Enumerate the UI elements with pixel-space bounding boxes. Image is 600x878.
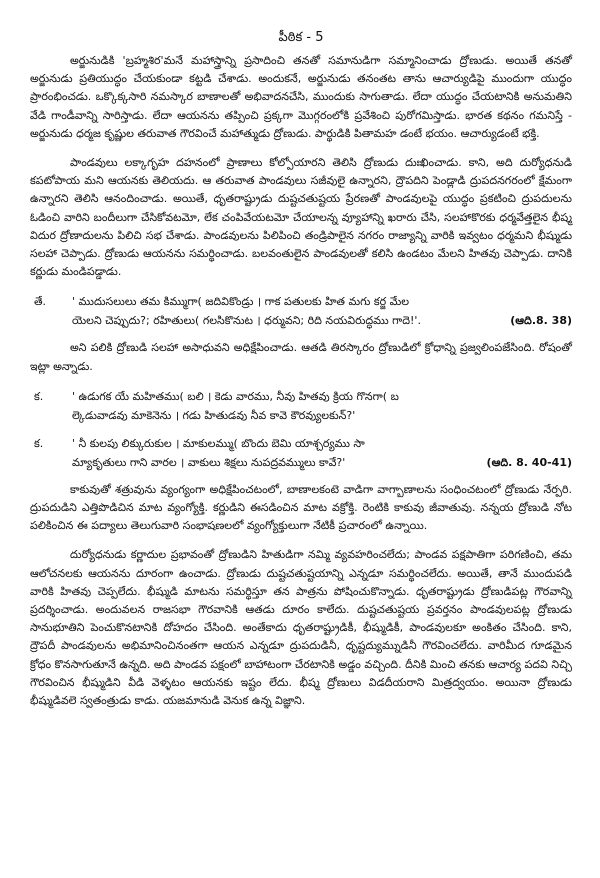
verse-1 — [30, 292, 572, 330]
verse-line — [72, 406, 572, 425]
paragraph-2: పాండవులు లక్కాగృహ దహనంలో ప్రాణాలు కోల్పోయారని తెలిసి ద్రోణుడు దుఃఖించాడు. కాని, అది దుర్యోధనుడి కపటోపాయ మని ఆయనకు తెలియదు. ఆ తరువాత పాండవులు సజీవులై ఉన్నారని, ద్రౌపదిని పెండ్లాడి ద్రుపదనగరంలో క్షేమంగా ఉన్నారని తెలిసి ఆనందించాడు. అయితే, ధృతరాష్ట్రుడు దుష్టచతుష్టయ ప్రేరణతో పాండవులపై యుద్ధం ప్రకటించి ద్రుపదులను ఓడించి వారిని బందీలుగా చేసికోవటమో, లేక చంపివేయటమో చేయాలన్న వ్యూహాన్ని ఖరారు చేసి, సలహాకొరకు ధర్మవేత్తలైన భీష్మ విదుర ద్రోణాదులను పిలిచి సభ చేశాడు. పాండవులను పిలిపించి తండ్రిపాలైన నగరం రాజ్యాన్ని వారికి ఇవ్వటం ధర్మమని భీష్ముడు సలహా చెప్పాడు. ద్రోణుడు ఆయనను సమర్థించాడు. బలవంతులైన పాండవులతో కలిసి ఉండటం మేలని హితవు చెప్పాడు. దానికి కర్ణుడు మండిపడ్డాడు. — [30, 156, 572, 279]
verse-meter: తే. — [34, 295, 47, 309]
verse-line-text: ' ముదుసలులు తమ కిమ్ముగా( జదివికొండ్రు । గాక పతులకు హిత మగు కర్జ మేల — [72, 295, 410, 309]
verse-3 — [30, 434, 572, 472]
paragraph-5: దుర్యోధనుడు కర్ణాదుల ప్రభావంతో ద్రోణుడిని హితుడిగా నమ్మి వ్యవహరించలేదు; పాండవ పక్షపాతిగా పరిగణించి, తమ ఆలోచనలకు ఆయనను దూరంగా ఉంచాడు. ద్రోణుడు దుష్టచతుష్టయాన్ని ఎన్నడూ సమర్థించలేదు. అయితే, తానే ముందుపడి వారికి హితవు చెప్పలేదు. భీష్ముడి మాటను సమర్థిస్తూ తన పాత్రను పోషించుకొన్నాడు. ధృతరాష్ట్రుడు ద్రోణుడిపట్ల గౌరవాన్ని ప్రదర్శించాడు. అందువలన రాజసభా గౌరవానికి ఆతడు దూరం కాలేదు. దుష్టచతుష్టయ ప్రవర్తనం పాండవులపట్ల ద్రోణుడు సానుభూతిని పెంచుకొనటానికి దోహదం చేసింది. అంతేకాదు ధృతరాష్ట్రుడికీ, భీష్ముడికీ, పాండవులకూ అంకితం చేసింది. కాని, ద్రౌపదీ పాండవులను అభిమానించినంతగా ఆయన ఎన్నడూ ద్రుపదుడినీ, ధృష్టద్యుమ్నుడినీ గౌరవించలేదు. వారిమీద గూడమైన క్రోధం కొనసాగుతూనే ఉన్నది. అది పాండవ పక్షంలో బాహాటంగా చేరటానికి అడ్డం వచ్చింది. దీనికి మించి తనకు ఆచార్య పదవి నిచ్చి గౌరవించిన భీష్ముడిని వీడి వెళ్ళటం ఆయనకు ఇష్టం లేదు. భీష్మ ద్రోణులు విడదీయరాని మిత్రద్వయం. అయినా ద్రోణుడు భీష్ముడివలె స్వతంత్రుడు కాడు. యజమానుడి వెనుక ఉన్న విజ్ఞాని. — [30, 548, 572, 708]
verse-line — [72, 387, 572, 406]
verse-line — [72, 292, 572, 311]
paragraph-4: కాకువుతో శత్రువును వ్యంగ్యంగా అధిక్షేపించటంలో, బాణాలకంటె వాడిగా వాగ్బాణాలను సంధించటంలో ద్రోణుడు నేర్పరి. ద్రుపదుడిని ఎత్తిపొడిచిన మాట వ్యంగ్యోక్తి. కర్ణుడిని ఈసడించిన మాట వక్రోక్తి. రెంటికి కాకువు జీవాతువు. నన్నయ ద్రోణుడి నోట పలికించిన ఈ పద్యాలు తెలుగువారి సంభాషణలలో వ్యంగ్యోక్తులుగా నేటికీ ప్రచారంలో ఉన్నాయి. — [30, 482, 572, 533]
verse-lines — [72, 387, 572, 425]
paragraph-3: అని పలికి ద్రోణుడి సలహా అసాధువని అధిక్షేపించాడు. ఆతడి తిరస్కారం ద్రోణుడిలో క్రోధాన్ని ప్రజ్వలింపజేసింది. రోషంతో ఇట్లా అన్నాడు. — [30, 341, 572, 373]
verse-reference: (ఆది.8. 38) — [510, 314, 572, 328]
verse-line-text: ' ఉడుగక యే మహితము( బలి । కెడు వారము, నీవు హితవు క్రియ గొనగా( బ — [72, 389, 399, 403]
verse-line-text: యెలని చెప్పుదు?; రహితులు( గలసికొనుట । ధర్మువని; రిది నయవిరుద్ధము గాదె!'. — [72, 314, 421, 328]
verse-line — [72, 311, 572, 330]
verse-lines — [72, 434, 572, 472]
verse-meter: క. — [34, 389, 44, 403]
verse-meter: క. — [34, 436, 44, 450]
page-header: పీఠిక - 5 — [278, 30, 324, 45]
verse-line-text: ' నీ కులపు లిక్కురుకుల । మాకులమ్ము( బొందు బెమి యాశ్చర్యము సా — [72, 436, 365, 450]
verse-line — [72, 434, 572, 453]
verse-lines — [72, 292, 572, 330]
verse-line-text: ల్కెడువాడవు మాకెనెను । గడు హితుడవు నీవ కావె కౌరవ్యులకున్?' — [72, 408, 356, 422]
paragraph-1: అర్జునుడికి 'బ్రహ్మశిర'మనే మహాస్త్రాన్ని ప్రసాదించి తనతో సమానుడిగా సమ్మానించాడు ద్రోణుడు. అయితే తనతో అర్జునుడు ప్రతియుద్ధం చేయకుండా కట్టడి చేశాడు. అందుకనే, అర్జునుడు తనంతట తాను ఆచార్యుడిపై ముందుగా యుద్ధం ప్రారంభించడు. ఒక్కొక్కసారి నమస్కార బాణాలతో అభివాదనచేసి, ముందుకు సాగుతాడు. లేదా యుద్ధం చేయటానికి అనుమతిని వేడి గాండీవాన్ని సారిస్తాడు. లేదా ఆయనను తప్పించి ప్రక్కగా మొగ్గరంలోకి ప్రవేశించి పురోగమిస్తాడు. భారత కథనం గమనిస్తే - అర్జునుడు ధర్మజ కృష్ణుల తరువాత గౌరవించే మహాత్ముడు ద్రోణుడు. పార్థుడికి పితామహ డంటే భయం. ఆచార్యుడంటే భక్తి. — [30, 54, 572, 140]
verse-line-text: మ్యాకృతులు గాని వారల । వాకులు శిక్షలు నుపద్రవమ్ములు కావే?' — [72, 455, 346, 469]
verse-2 — [30, 387, 572, 425]
verse-reference: (ఆది. 8. 40-41) — [486, 455, 572, 469]
verse-line — [72, 453, 572, 472]
